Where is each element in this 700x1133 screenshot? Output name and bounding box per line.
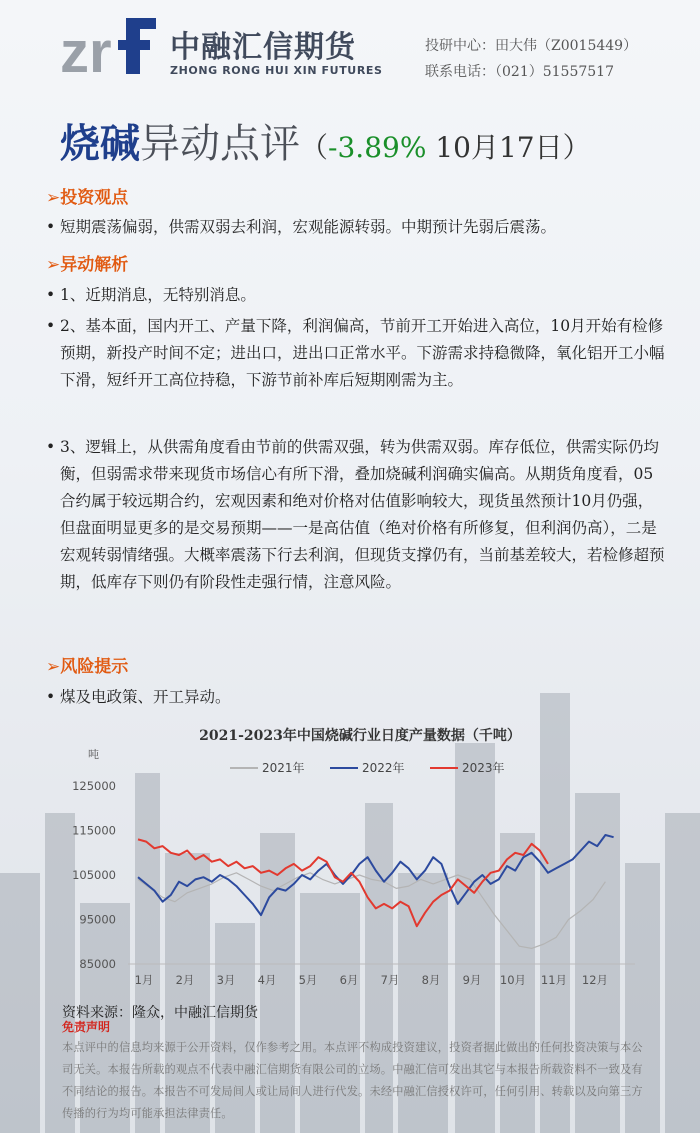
x-tick-label-11: 12月 xyxy=(581,973,609,987)
legend-label-1: 2022年 xyxy=(362,761,405,775)
x-tick-label-4: 5月 xyxy=(298,973,318,987)
x-tick-label-3: 4月 xyxy=(257,973,277,987)
disclaimer-heading: 免责声明 xyxy=(62,1020,111,1034)
x-tick-label-9: 10月 xyxy=(499,973,527,987)
title-type: 异动点评 xyxy=(140,121,300,167)
risk-paragraph: • 煤及电政策、开工异动。 xyxy=(46,684,666,711)
x-tick-label-5: 6月 xyxy=(339,973,359,987)
phone-line: 联系电话：（021）51557517 xyxy=(425,64,614,80)
series-line-1 xyxy=(138,835,614,915)
x-tick-label-8: 9月 xyxy=(462,973,482,987)
data-source: 资料来源：隆众，中融汇信期货 xyxy=(62,1005,258,1021)
analysis-paragraph-3: • 3、逻辑上，从供需角度看由节前的供需双强，转为供需双弱。库存低位，供需实际仍均衡，但弱需求带来现货市场信心有所下滑，叠加烧碱利润确实偏高。从期货角度看，05合约属于较远期合约，宏观因素和绝对价格对估值影响较大，现货虽然预计10月仍强，但盘面明显更多的是交易预期——一是高估值（绝对价格有所修复，但利润仍高），二是宏观转弱情绪强。大概率震荡下行去利润，但现货支撑仍有，当前基差较大，若检修超预期，低库存下则仍有阶段性走强行情，注意风险。 xyxy=(46,434,666,596)
section-head-risk: ➢风险提示 xyxy=(46,657,129,677)
company-name-cn: 中融汇信期货 xyxy=(170,30,356,65)
title-paren: （ xyxy=(300,131,329,164)
view-paragraph: • 短期震荡偏弱，供需双弱去利润，宏观能源转弱。中期预计先弱后震荡。 xyxy=(46,214,666,241)
disclaimer-text: 本点评中的信息均来源于公开资料，仅作参考之用。本点评不构成投资建议，投资者据此做出的任何投资决策与本公司无关。本报告所载的观点不代表中融汇信期货有限公司的立场。中融汇信可发出其它与本报告所载资料不一致及有不同结论的报告。本报告不可发局间人或让局间人进行代发。未经中融汇信授权许可，任何引用、转载以及向第三方传播的行为均可能承担法律责任。 xyxy=(62,1041,643,1120)
company-name-en: ZHONG RONG HUI XIN FUTURES xyxy=(170,64,383,77)
x-tick-label-7: 8月 xyxy=(421,973,441,987)
series-line-0 xyxy=(138,873,605,949)
bullet-dot: • xyxy=(46,317,56,335)
x-tick-label-0: 1月 xyxy=(134,973,154,987)
production-chart xyxy=(60,722,660,1002)
analyst-line: 投研中心：田大伟（Z0015449） xyxy=(425,38,638,54)
bullet-dot: • xyxy=(46,218,56,236)
y-tick-label-2: 105000 xyxy=(72,868,116,882)
chart-svg xyxy=(60,722,660,1002)
y-tick-label-1: 115000 xyxy=(72,823,116,838)
section-head-view: ➢投资观点 xyxy=(46,188,129,208)
legend-label-2: 2023年 xyxy=(462,761,505,775)
chart-title: 2021-2023年中国烧碱行业日度产量数据（千吨） xyxy=(199,728,521,744)
section-head-analysis: ➢异动解析 xyxy=(46,255,129,275)
analysis-paragraph-1: • 1、近期消息，无特别消息。 xyxy=(46,282,666,309)
company-logo-icon xyxy=(60,10,160,80)
x-tick-label-2: 3月 xyxy=(216,973,236,987)
price-change: -3.89% xyxy=(328,131,427,164)
x-tick-label-10: 11月 xyxy=(540,973,568,987)
bullet-dot: • xyxy=(46,688,56,706)
legend-label-0: 2021年 xyxy=(262,761,305,775)
contact-info xyxy=(425,33,637,85)
y-tick-label-0: 125000 xyxy=(72,779,116,793)
report-header xyxy=(0,0,700,100)
x-tick-label-6: 7月 xyxy=(380,973,400,987)
analysis-paragraph-2: • 2、基本面，国内开工、产量下降，利润偏高，节前开工开始进入高位，10月开始有检修预期，新投产时间不定；进出口，进出口正常水平。下游需求持稳微降，氧化铝开工小幅下滑，短纤开工高位持稳，下游节前补库后短期刚需为主。 xyxy=(46,313,666,394)
report-title xyxy=(60,112,591,169)
bullet-dot: • xyxy=(46,286,56,304)
bullet-dot: • xyxy=(46,438,56,456)
svg-text:zr: zr xyxy=(60,20,112,80)
title-product: 烧碱 xyxy=(60,120,140,167)
x-tick-label-1: 2月 xyxy=(175,973,195,987)
report-date: 10月17日） xyxy=(426,131,591,164)
y-tick-label-4: 85000 xyxy=(79,957,116,971)
y-tick-label-3: 95000 xyxy=(79,912,116,927)
y-axis-unit-label: 吨 xyxy=(88,748,99,761)
